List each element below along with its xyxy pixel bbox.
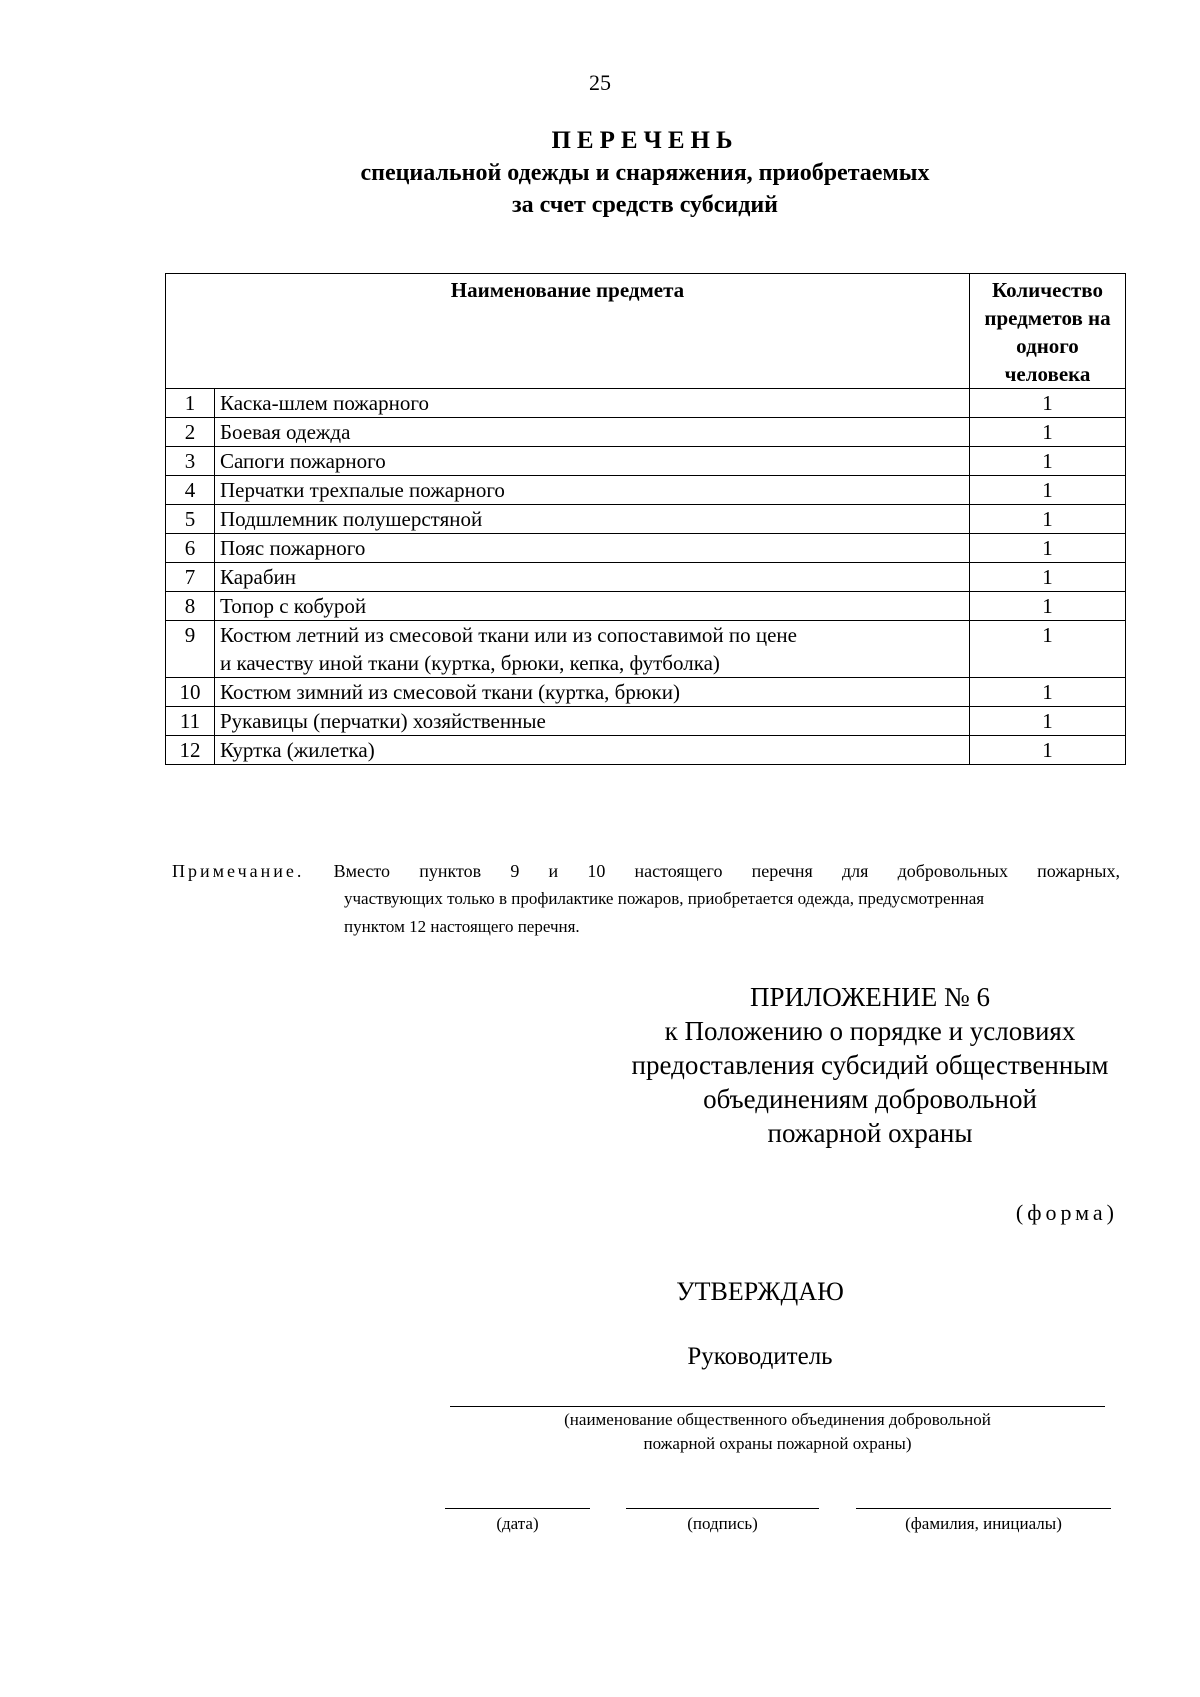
table-row: [166, 736, 1126, 765]
item-name: [215, 678, 970, 707]
item-quantity: 1: [970, 476, 1126, 505]
appendix-line-1: ПРИЛОЖЕНИЕ № 6: [749, 982, 991, 1012]
name-caption: (фамилия, инициалы): [905, 1514, 1062, 1533]
item-name: [215, 592, 970, 621]
page-number: 25: [589, 70, 611, 95]
table-row: [166, 621, 1126, 678]
note: [172, 857, 1120, 941]
table-row: [166, 563, 1126, 592]
form-label: (форма): [1015, 1200, 1118, 1225]
title-line-2: специальной одежды и снаряжения, приобретаемых: [360, 160, 930, 186]
item-quantity: 1: [970, 534, 1126, 563]
item-name-line: Перчатки трехпалые пожарного: [220, 478, 505, 502]
item-name-line: Сапоги пожарного: [220, 449, 386, 473]
item-name-line: Боевая одежда: [220, 420, 351, 444]
item-quantity: 1: [970, 447, 1126, 476]
item-quantity: 1: [970, 418, 1126, 447]
appendix-line-3: предоставления субсидий общественным: [631, 1050, 1109, 1080]
item-name-line: и качеству иной ткани (куртка, брюки, кепка, футболка): [220, 651, 720, 675]
item-name-line: Карабин: [220, 565, 297, 589]
note-line-1: Вместо пунктов 9 и 10 настоящего перечня для добровольных пожарных,: [333, 861, 1120, 881]
org-caption-line-1: (наименование общественного объединения добровольной: [564, 1410, 991, 1429]
note-label: Примечание.: [172, 861, 305, 881]
table-row: [166, 389, 1126, 418]
row-number: 9: [166, 621, 215, 678]
title-main: ПЕРЕЧЕНЬ: [551, 127, 739, 154]
table-row: [166, 418, 1126, 447]
note-line-3: пунктом 12 настоящего перечня.: [344, 917, 580, 936]
title-line-3: за счет средств субсидий: [512, 192, 778, 218]
row-number: 10: [166, 678, 215, 707]
signature-caption: (подпись): [687, 1514, 758, 1533]
item-name-line: Пояс пожарного: [220, 536, 366, 560]
item-name-line: Каска-шлем пожарного: [220, 391, 429, 415]
row-number: 4: [166, 476, 215, 505]
document-title: [150, 125, 1140, 221]
row-number: 11: [166, 707, 215, 736]
item-name-line: Топор с кобурой: [220, 594, 367, 618]
item-quantity: 1: [970, 621, 1126, 678]
item-name-line: Куртка (жилетка): [220, 738, 375, 762]
header-quantity: Количество предметов на одного человека: [970, 274, 1126, 389]
item-quantity: 1: [970, 505, 1126, 534]
row-number: 1: [166, 389, 215, 418]
name-line: [856, 1508, 1111, 1509]
item-name-line: Рукавицы (перчатки) хозяйственные: [220, 709, 546, 733]
item-name-line: Костюм летний из смесовой ткани или из сопоставимой по цене: [220, 623, 797, 647]
appendix-line-2: к Положению о порядке и условиях: [664, 1016, 1076, 1046]
approve-heading: УТВЕРЖДАЮ: [676, 1277, 844, 1306]
item-quantity: 1: [970, 592, 1126, 621]
row-number: 5: [166, 505, 215, 534]
row-number: 3: [166, 447, 215, 476]
table-row: [166, 678, 1126, 707]
appendix-line-5: пожарной охраны: [767, 1118, 973, 1148]
row-number: 7: [166, 563, 215, 592]
row-number: 6: [166, 534, 215, 563]
table-row: [166, 476, 1126, 505]
table-row: [166, 447, 1126, 476]
table-row: [166, 505, 1126, 534]
item-name-line: Подшлемник полушерстяной: [220, 507, 483, 531]
header-item-name: Наименование предмета: [166, 274, 970, 389]
org-caption-line-2: пожарной охраны пожарной охраны): [643, 1434, 912, 1453]
item-name-line: Костюм зимний из смесовой ткани (куртка, брюки): [220, 680, 680, 704]
head-title: Руководитель: [687, 1343, 833, 1370]
items-table: [165, 273, 1126, 765]
item-name: [215, 563, 970, 592]
item-name: [215, 621, 970, 678]
org-caption: [450, 1408, 1105, 1456]
table-row: [166, 534, 1126, 563]
item-quantity: 1: [970, 736, 1126, 765]
date-line: [445, 1508, 590, 1509]
item-name: [215, 418, 970, 447]
item-quantity: 1: [970, 563, 1126, 592]
appendix-line-4: объединениям добровольной: [703, 1084, 1037, 1114]
item-name: [215, 707, 970, 736]
item-name: [215, 476, 970, 505]
table-row: [166, 592, 1126, 621]
note-line-2: участвующих только в профилактике пожаров, приобретается одежда, предусмотренная: [344, 889, 985, 908]
org-name-line: [450, 1406, 1105, 1407]
date-caption: (дата): [496, 1514, 539, 1533]
signature-line: [626, 1508, 819, 1509]
item-name: [215, 505, 970, 534]
item-name: [215, 534, 970, 563]
item-quantity: 1: [970, 707, 1126, 736]
note-first-line: [172, 857, 1120, 885]
row-number: 12: [166, 736, 215, 765]
item-name: [215, 736, 970, 765]
table-header-row: [166, 274, 1126, 389]
table-row: [166, 707, 1126, 736]
row-number: 2: [166, 418, 215, 447]
item-quantity: 1: [970, 678, 1126, 707]
item-name: [215, 447, 970, 476]
row-number: 8: [166, 592, 215, 621]
item-name: [215, 389, 970, 418]
appendix-heading: [600, 980, 1140, 1150]
item-quantity: 1: [970, 389, 1126, 418]
